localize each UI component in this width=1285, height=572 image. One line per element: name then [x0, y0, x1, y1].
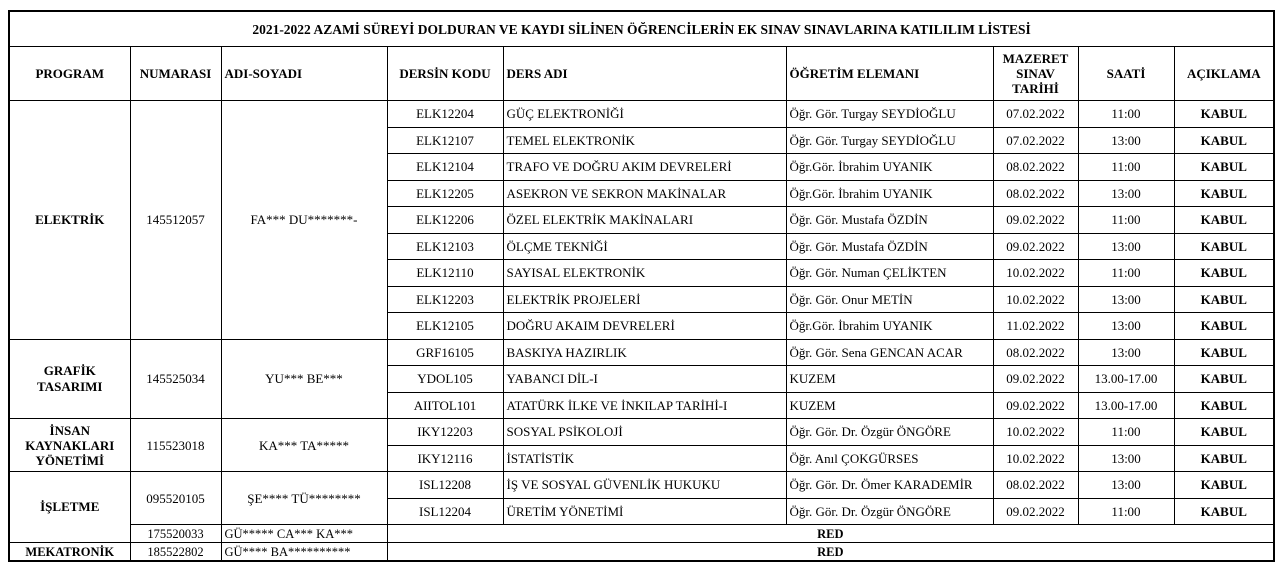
student-name-cell: KA*** TA*****: [221, 419, 387, 472]
exam-time-cell: 13:00: [1078, 472, 1174, 499]
course-name-cell: ÜRETİM YÖNETİMİ: [503, 498, 786, 525]
student-number-cell: 095520105: [130, 472, 221, 525]
status-cell: KABUL: [1174, 127, 1274, 154]
exam-date-cell: 09.02.2022: [993, 366, 1078, 393]
exam-time-cell: 13:00: [1078, 286, 1174, 313]
course-name-cell: ELEKTRİK PROJELERİ: [503, 286, 786, 313]
exam-time-cell: 11:00: [1078, 154, 1174, 181]
exam-time-cell: 13:00: [1078, 127, 1174, 154]
instructor-cell: Öğr. Gör. Dr. Özgür ÖNGÖRE: [786, 498, 993, 525]
course-code-cell: ISL12204: [387, 498, 503, 525]
header-tarih-line-3: TARİHİ: [1012, 81, 1059, 96]
exam-date-cell: 11.02.2022: [993, 313, 1078, 340]
instructor-cell: Öğr. Gör. Numan ÇELİKTEN: [786, 260, 993, 287]
course-code-cell: GRF16105: [387, 339, 503, 366]
exam-date-cell: 09.02.2022: [993, 498, 1078, 525]
status-cell: KABUL: [1174, 286, 1274, 313]
header-program: PROGRAM: [9, 47, 130, 101]
exam-time-cell: 11:00: [1078, 260, 1174, 287]
course-code-cell: ELK12204: [387, 101, 503, 128]
course-name-cell: TEMEL ELEKTRONİK: [503, 127, 786, 154]
course-name-cell: TRAFO VE DOĞRU AKIM DEVRELERİ: [503, 154, 786, 181]
exam-date-cell: 10.02.2022: [993, 260, 1078, 287]
header-sinav-tarihi: [993, 47, 1078, 101]
status-cell: KABUL: [1174, 366, 1274, 393]
status-cell: KABUL: [1174, 154, 1274, 181]
instructor-cell: Öğr. Gör. Mustafa ÖZDİN: [786, 233, 993, 260]
status-cell: KABUL: [1174, 313, 1274, 340]
course-code-cell: YDOL105: [387, 366, 503, 393]
exam-date-cell: 08.02.2022: [993, 180, 1078, 207]
exam-date-cell: 08.02.2022: [993, 154, 1078, 181]
student-number-cell: 185522802: [130, 543, 221, 562]
exam-date-cell: 09.02.2022: [993, 207, 1078, 234]
status-cell: KABUL: [1174, 419, 1274, 446]
exam-date-cell: 09.02.2022: [993, 392, 1078, 419]
status-cell: RED: [387, 525, 1274, 543]
instructor-cell: KUZEM: [786, 366, 993, 393]
exam-time-cell: 13:00: [1078, 180, 1174, 207]
course-name-cell: ATATÜRK İLKE VE İNKILAP TARİHİ-I: [503, 392, 786, 419]
student-name-cell: YU*** BE***: [221, 339, 387, 419]
course-name-cell: İSTATİSTİK: [503, 445, 786, 472]
status-cell: KABUL: [1174, 472, 1274, 499]
program-cell: İŞLETME: [9, 472, 130, 543]
student-number-cell: 175520033: [130, 525, 221, 543]
status-cell: KABUL: [1174, 180, 1274, 207]
instructor-cell: Öğr. Gör. Dr. Ömer KARADEMİR: [786, 472, 993, 499]
program-cell: GRAFİK TASARIMI: [9, 339, 130, 419]
header-ders-kodu: DERSİN KODU: [387, 47, 503, 101]
student-name-cell: FA*** DU*******-: [221, 101, 387, 340]
header-aciklama: AÇIKLAMA: [1174, 47, 1274, 101]
table-row: [9, 525, 1274, 543]
exam-time-cell: 11:00: [1078, 101, 1174, 128]
exam-list-table: [8, 10, 1275, 562]
course-code-cell: IKY12203: [387, 419, 503, 446]
table-row: [9, 419, 1274, 446]
course-code-cell: ELK12110: [387, 260, 503, 287]
course-name-cell: DOĞRU AKAIM DEVRELERİ: [503, 313, 786, 340]
exam-time-cell: 13.00-17.00: [1078, 366, 1174, 393]
exam-date-cell: 10.02.2022: [993, 419, 1078, 446]
exam-time-cell: 13.00-17.00: [1078, 392, 1174, 419]
program-cell: ELEKTRİK: [9, 101, 130, 340]
instructor-cell: Öğr. Gör. Mustafa ÖZDİN: [786, 207, 993, 234]
course-code-cell: ELK12107: [387, 127, 503, 154]
table-row: [9, 339, 1274, 366]
course-name-cell: SOSYAL PSİKOLOJİ: [503, 419, 786, 446]
student-number-cell: 145512057: [130, 101, 221, 340]
exam-date-cell: 08.02.2022: [993, 472, 1078, 499]
course-name-cell: İŞ VE SOSYAL GÜVENLİK HUKUKU: [503, 472, 786, 499]
header-tarih-line-2: SINAV: [1016, 66, 1055, 81]
exam-date-cell: 09.02.2022: [993, 233, 1078, 260]
course-code-cell: ELK12103: [387, 233, 503, 260]
header-ogretim-elemani: ÖĞRETİM ELEMANI: [786, 47, 993, 101]
status-cell: KABUL: [1174, 101, 1274, 128]
title-row: [9, 11, 1274, 47]
course-name-cell: BASKIYA HAZIRLIK: [503, 339, 786, 366]
status-cell: KABUL: [1174, 233, 1274, 260]
course-code-cell: ELK12105: [387, 313, 503, 340]
instructor-cell: KUZEM: [786, 392, 993, 419]
course-name-cell: ASEKRON VE SEKRON MAKİNALAR: [503, 180, 786, 207]
header-ad-soyad: ADI-SOYADI: [221, 47, 387, 101]
instructor-cell: Öğr. Gör. Onur METİN: [786, 286, 993, 313]
instructor-cell: Öğr.Gör. İbrahim UYANIK: [786, 154, 993, 181]
document-page: [8, 10, 1275, 562]
table-row: [9, 101, 1274, 128]
table-row: [9, 543, 1274, 562]
course-code-cell: ELK12205: [387, 180, 503, 207]
instructor-cell: Öğr.Gör. İbrahim UYANIK: [786, 180, 993, 207]
instructor-cell: Öğr. Gör. Dr. Özgür ÖNGÖRE: [786, 419, 993, 446]
header-numara: NUMARASI: [130, 47, 221, 101]
exam-time-cell: 13:00: [1078, 445, 1174, 472]
status-cell: KABUL: [1174, 260, 1274, 287]
exam-time-cell: 11:00: [1078, 498, 1174, 525]
student-number-cell: 115523018: [130, 419, 221, 472]
course-code-cell: AIITOL101: [387, 392, 503, 419]
student-name-cell: ŞE**** TÜ********: [221, 472, 387, 525]
exam-date-cell: 07.02.2022: [993, 127, 1078, 154]
course-name-cell: ÖZEL ELEKTRİK MAKİNALARI: [503, 207, 786, 234]
status-cell: KABUL: [1174, 207, 1274, 234]
instructor-cell: Öğr. Gör. Turgay SEYDİOĞLU: [786, 101, 993, 128]
course-code-cell: ELK12206: [387, 207, 503, 234]
instructor-cell: Öğr. Gör. Turgay SEYDİOĞLU: [786, 127, 993, 154]
status-cell: KABUL: [1174, 339, 1274, 366]
status-cell: KABUL: [1174, 498, 1274, 525]
instructor-cell: Öğr. Gör. Sena GENCAN ACAR: [786, 339, 993, 366]
course-code-cell: ISL12208: [387, 472, 503, 499]
course-name-cell: YABANCI DİL-I: [503, 366, 786, 393]
header-row: [9, 47, 1274, 101]
header-ders-adi: DERS ADI: [503, 47, 786, 101]
table-row: [9, 472, 1274, 499]
exam-time-cell: 13:00: [1078, 233, 1174, 260]
student-name-cell: GÜ**** BA**********: [221, 543, 387, 562]
status-cell: KABUL: [1174, 445, 1274, 472]
student-name-cell: GÜ***** CA*** KA***: [221, 525, 387, 543]
status-cell: KABUL: [1174, 392, 1274, 419]
exam-time-cell: 11:00: [1078, 419, 1174, 446]
document-title: 2021-2022 AZAMİ SÜREYİ DOLDURAN VE KAYDI SİLİNEN ÖĞRENCİLERİN EK SINAV SINAVLARINA KATILILIM LİSTESİ: [9, 11, 1274, 47]
program-cell: MEKATRONİK: [9, 543, 130, 562]
student-number-cell: 145525034: [130, 339, 221, 419]
instructor-cell: Öğr.Gör. İbrahim UYANIK: [786, 313, 993, 340]
status-cell: RED: [387, 543, 1274, 562]
header-tarih-line-1: MAZERET: [1002, 51, 1069, 66]
exam-date-cell: 07.02.2022: [993, 101, 1078, 128]
exam-time-cell: 13:00: [1078, 313, 1174, 340]
course-name-cell: SAYISAL ELEKTRONİK: [503, 260, 786, 287]
program-cell: İNSAN KAYNAKLARI YÖNETİMİ: [9, 419, 130, 472]
instructor-cell: Öğr. Anıl ÇOKGÜRSES: [786, 445, 993, 472]
header-saat: SAATİ: [1078, 47, 1174, 101]
exam-date-cell: 10.02.2022: [993, 286, 1078, 313]
course-code-cell: ELK12104: [387, 154, 503, 181]
course-name-cell: ÖLÇME TEKNİĞİ: [503, 233, 786, 260]
exam-time-cell: 13:00: [1078, 339, 1174, 366]
exam-date-cell: 10.02.2022: [993, 445, 1078, 472]
course-name-cell: GÜÇ ELEKTRONİĞİ: [503, 101, 786, 128]
exam-time-cell: 11:00: [1078, 207, 1174, 234]
course-code-cell: IKY12116: [387, 445, 503, 472]
exam-date-cell: 08.02.2022: [993, 339, 1078, 366]
course-code-cell: ELK12203: [387, 286, 503, 313]
